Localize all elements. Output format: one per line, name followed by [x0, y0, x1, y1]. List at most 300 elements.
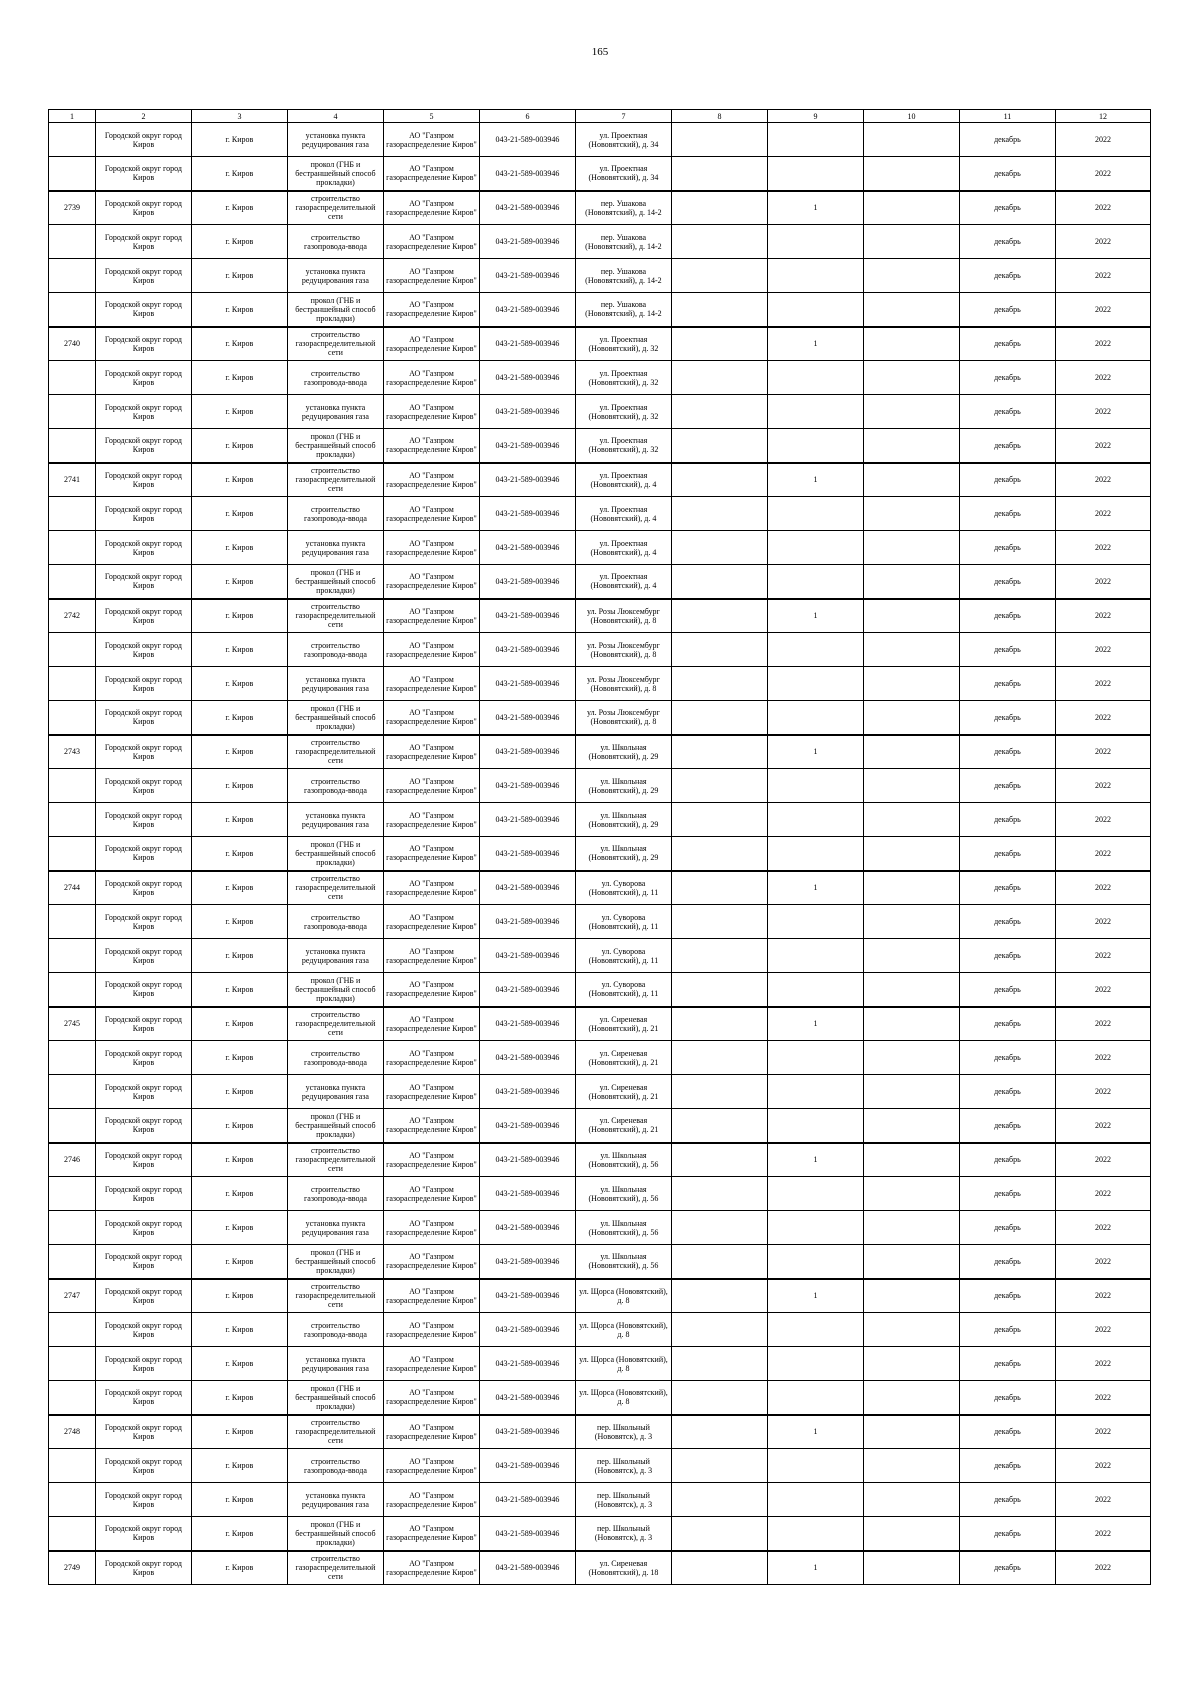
registration-number-cell — [479, 429, 575, 463]
registration-number-cell — [479, 361, 575, 395]
column-10-cell — [863, 599, 959, 633]
address-cell-text: ул. Школьная (Нововятский), д. 56 — [588, 1184, 659, 1203]
work-type-cell — [287, 973, 383, 1007]
row-number-cell — [49, 361, 96, 395]
organization-cell-text: АО "Газпром газораспределение Киров" — [386, 1014, 477, 1033]
column-9-cell — [767, 735, 863, 769]
year-cell-text: 2022 — [1094, 883, 1111, 893]
address-cell — [575, 871, 671, 905]
row-number-cell — [49, 497, 96, 531]
city-cell-text: г. Киров — [225, 168, 254, 178]
city-cell-text: г. Киров — [225, 1325, 254, 1334]
organization-cell — [383, 497, 479, 531]
city-cell — [191, 633, 287, 667]
registration-number-cell — [479, 1517, 575, 1551]
address-cell-text: ул. Сиреневая (Нововятский), д. 21 — [588, 1048, 659, 1067]
column-9-cell — [767, 1211, 863, 1245]
address-cell-text: ул. Розы Люксембург (Нововятский), д. 8 — [587, 606, 660, 625]
month-cell — [959, 1347, 1055, 1381]
municipality-cell — [95, 667, 191, 701]
work-type-cell-text: строительство газораспределительной сети — [295, 602, 376, 630]
month-cell-text: декабрь — [994, 373, 1021, 382]
column-10-cell — [863, 327, 959, 361]
month-cell — [959, 1245, 1055, 1279]
year-cell-text: 2022 — [1094, 237, 1111, 246]
month-cell — [959, 1449, 1055, 1483]
month-cell — [959, 905, 1055, 939]
month-cell-text: декабрь — [994, 135, 1021, 144]
month-cell — [959, 633, 1055, 667]
registration-number-cell-text: 043-21-589-003946 — [495, 271, 560, 280]
column-8-cell — [671, 1143, 767, 1177]
column-10-cell — [863, 531, 959, 565]
municipality-cell — [95, 1211, 191, 1245]
column-10-cell — [863, 1347, 959, 1381]
city-cell-text: г. Киров — [225, 576, 254, 586]
address-cell-text: ул. Розы Люксембург (Нововятский), д. 8 — [587, 674, 660, 693]
municipality-cell-text: Городской округ город Киров — [104, 1524, 182, 1543]
month-cell — [959, 1177, 1055, 1211]
table-row — [49, 327, 1151, 361]
organization-cell-text: АО "Газпром газораспределение Киров" — [386, 1422, 477, 1441]
year-cell-text: 2022 — [1094, 679, 1111, 688]
city-cell-text: г. Киров — [225, 1495, 254, 1504]
address-cell-text: ул. Проектная (Нововятский), д. 34 — [588, 130, 659, 149]
organization-cell — [383, 599, 479, 633]
column-8-cell — [671, 1483, 767, 1517]
registration-number-cell — [479, 973, 575, 1007]
registration-number-cell — [479, 1347, 575, 1381]
municipality-cell-text: Городской округ город Киров — [104, 504, 182, 523]
registration-number-cell-text: 043-21-589-003946 — [495, 1087, 560, 1096]
column-10-cell — [863, 225, 959, 259]
registration-number-cell — [479, 837, 575, 871]
table-row — [49, 463, 1151, 497]
organization-cell-text: АО "Газпром газораспределение Киров" — [386, 232, 477, 251]
city-cell-text: г. Киров — [225, 543, 254, 552]
city-cell-text: г. Киров — [225, 1563, 254, 1573]
city-cell-text: г. Киров — [225, 679, 254, 688]
column-9-cell — [767, 1449, 863, 1483]
address-cell-text: ул. Проектная (Нововятский), д. 4 — [590, 572, 657, 591]
municipality-cell — [95, 905, 191, 939]
organization-cell — [383, 429, 479, 463]
address-cell — [575, 361, 671, 395]
work-type-cell — [287, 1245, 383, 1279]
address-cell-text: ул. Суворова (Нововятский), д. 11 — [588, 878, 659, 897]
city-cell-text: г. Киров — [225, 1427, 254, 1437]
municipality-cell — [95, 1347, 191, 1381]
column-9-cell — [767, 633, 863, 667]
work-type-cell — [287, 1313, 383, 1347]
year-cell-text: 2022 — [1094, 1120, 1111, 1130]
month-cell — [959, 327, 1055, 361]
address-cell-text: ул. Школьная (Нововятский), д. 29 — [588, 844, 659, 863]
row-number-cell — [49, 1007, 96, 1041]
municipality-cell-text: Городской округ город Киров — [104, 164, 182, 183]
municipality-cell — [95, 1143, 191, 1177]
organization-cell-text: АО "Газпром газораспределение Киров" — [386, 334, 477, 353]
organization-cell-text: АО "Газпром газораспределение Киров" — [386, 1490, 477, 1509]
city-cell — [191, 769, 287, 803]
registration-number-cell-text: 043-21-589-003946 — [495, 781, 560, 790]
municipality-cell-text: Городской округ город Киров — [104, 436, 182, 455]
column-9-cell — [767, 1143, 863, 1177]
month-cell-text: декабрь — [994, 1495, 1021, 1504]
column-10-cell — [863, 395, 959, 429]
city-cell-text: г. Киров — [225, 203, 254, 213]
year-cell-text: 2022 — [1094, 1392, 1111, 1402]
municipality-cell — [95, 157, 191, 191]
table-row — [49, 633, 1151, 667]
table-row — [49, 191, 1151, 225]
address-cell — [575, 1313, 671, 1347]
column-9-cell — [767, 395, 863, 429]
column-8-cell — [671, 1313, 767, 1347]
year-cell — [1055, 327, 1150, 361]
year-cell-text: 2022 — [1094, 475, 1111, 485]
organization-cell — [383, 225, 479, 259]
month-cell — [959, 1041, 1055, 1075]
column-8-cell — [671, 905, 767, 939]
month-cell-text: декабрь — [994, 883, 1021, 893]
organization-cell-text: АО "Газпром газораспределение Киров" — [386, 266, 477, 285]
registration-number-cell — [479, 1041, 575, 1075]
month-cell — [959, 769, 1055, 803]
row-number-cell-text: 2745 — [63, 1019, 80, 1029]
month-cell — [959, 667, 1055, 701]
city-cell — [191, 735, 287, 769]
address-cell-text: пер. Ушакова (Нововятский), д. 14-2 — [585, 300, 662, 319]
registration-number-cell — [479, 1551, 575, 1585]
city-cell — [191, 1211, 287, 1245]
work-type-cell — [287, 361, 383, 395]
column-9-cell — [767, 531, 863, 565]
year-cell-text: 2022 — [1094, 712, 1111, 722]
year-cell — [1055, 191, 1150, 225]
organization-cell-text: АО "Газпром газораспределение Киров" — [386, 572, 477, 591]
address-cell-text: ул. Щорса (Нововятский), д. 8 — [579, 1286, 668, 1305]
column-8-cell — [671, 633, 767, 667]
organization-cell — [383, 1041, 479, 1075]
column-10-cell — [863, 1109, 959, 1143]
row-number-cell — [49, 259, 96, 293]
work-type-cell-text: прокол (ГНБ и бестраншейный способ прокладки) — [295, 1383, 376, 1411]
registration-number-cell-text: 043-21-589-003946 — [495, 1155, 560, 1165]
organization-cell — [383, 1177, 479, 1211]
address-cell — [575, 701, 671, 735]
organization-cell-text: АО "Газпром газораспределение Киров" — [386, 1286, 477, 1305]
column-9-cell — [767, 973, 863, 1007]
address-cell-text: ул. Розы Люксембург (Нововятский), д. 8 — [587, 708, 660, 727]
month-cell — [959, 1109, 1055, 1143]
column-9-cell — [767, 1245, 863, 1279]
table-row — [49, 973, 1151, 1007]
organization-cell — [383, 1517, 479, 1551]
row-number-cell — [49, 1381, 96, 1415]
organization-cell — [383, 361, 479, 395]
table-row — [49, 1551, 1151, 1585]
year-cell — [1055, 1449, 1150, 1483]
organization-cell — [383, 395, 479, 429]
year-cell — [1055, 769, 1150, 803]
column-8-cell — [671, 395, 767, 429]
municipality-cell — [95, 769, 191, 803]
address-cell — [575, 1041, 671, 1075]
work-type-cell-text: прокол (ГНБ и бестраншейный способ прокладки) — [295, 431, 376, 459]
work-type-cell — [287, 565, 383, 599]
work-type-cell — [287, 905, 383, 939]
registration-number-cell-text: 043-21-589-003946 — [495, 848, 560, 858]
registration-number-cell-text: 043-21-589-003946 — [495, 407, 560, 416]
year-cell — [1055, 1007, 1150, 1041]
work-type-cell — [287, 803, 383, 837]
city-cell-text: г. Киров — [225, 271, 254, 280]
month-cell-text: декабрь — [994, 271, 1021, 280]
year-cell — [1055, 1347, 1150, 1381]
work-type-cell-text: установка пункта редуцирования газа — [301, 674, 369, 693]
registration-number-cell — [479, 463, 575, 497]
organization-cell-text: АО "Газпром газораспределение Киров" — [386, 980, 477, 999]
municipality-cell — [95, 361, 191, 395]
row-number-cell — [49, 565, 96, 599]
column-8-cell — [671, 803, 767, 837]
year-cell-text: 2022 — [1094, 848, 1111, 858]
year-cell-text: 2022 — [1094, 1427, 1111, 1437]
address-cell-text: пер. Школьный (Нововятск), д. 3 — [594, 1422, 653, 1441]
month-cell-text: декабрь — [994, 203, 1021, 213]
year-cell — [1055, 735, 1150, 769]
organization-cell-text: АО "Газпром газораспределение Киров" — [386, 674, 477, 693]
table-row — [49, 837, 1151, 871]
work-type-cell-text: строительство газораспределительной сети — [295, 1282, 376, 1310]
municipality-cell — [95, 1007, 191, 1041]
column-8-cell — [671, 531, 767, 565]
organization-cell-text: АО "Газпром газораспределение Киров" — [386, 402, 477, 421]
address-cell-text: пер. Школьный (Нововятск), д. 3 — [594, 1490, 653, 1509]
column-8-cell — [671, 259, 767, 293]
column-9-cell — [767, 327, 863, 361]
table-row — [49, 735, 1151, 769]
column-10-cell — [863, 803, 959, 837]
city-cell-text: г. Киров — [225, 1019, 254, 1029]
municipality-cell-text: Городской округ город Киров — [104, 742, 182, 761]
column-10-cell — [863, 735, 959, 769]
municipality-cell-text: Городской округ город Киров — [104, 1422, 182, 1441]
organization-cell — [383, 531, 479, 565]
city-cell-text: г. Киров — [225, 1155, 254, 1165]
year-cell-text: 2022 — [1094, 645, 1111, 654]
city-cell — [191, 939, 287, 973]
row-number-cell — [49, 1347, 96, 1381]
city-cell — [191, 1245, 287, 1279]
row-number-cell-text: 2740 — [63, 339, 80, 349]
work-type-cell — [287, 1211, 383, 1245]
row-number-cell — [49, 973, 96, 1007]
organization-cell — [383, 633, 479, 667]
year-cell — [1055, 633, 1150, 667]
column-8-cell — [671, 1415, 767, 1449]
address-cell-text: ул. Школьная (Нововятский), д. 29 — [588, 810, 659, 829]
municipality-cell-text: Городской округ город Киров — [104, 980, 182, 999]
registration-number-cell — [479, 1007, 575, 1041]
work-type-cell — [287, 293, 383, 327]
municipality-cell — [95, 1517, 191, 1551]
address-cell-text: пер. Ушакова (Нововятский), д. 14-2 — [585, 198, 662, 217]
table-row — [49, 259, 1151, 293]
address-cell-text: пер. Школьный (Нововятск), д. 3 — [594, 1456, 653, 1475]
month-cell-text: декабрь — [994, 1087, 1021, 1096]
organization-cell — [383, 1211, 479, 1245]
year-cell — [1055, 939, 1150, 973]
month-cell-text: декабрь — [994, 747, 1021, 757]
work-type-cell-text: строительство газораспределительной сети — [295, 1146, 376, 1174]
city-cell — [191, 361, 287, 395]
work-type-cell-text: строительство газопровода-ввода — [303, 1320, 367, 1339]
column-8-cell — [671, 123, 767, 157]
table-row — [49, 1245, 1151, 1279]
column-9-cell-text: 1 — [813, 1155, 818, 1165]
address-cell-text: ул. Школьная (Нововятский), д. 56 — [588, 1218, 659, 1237]
registration-number-cell-text: 043-21-589-003946 — [495, 1291, 560, 1301]
work-type-cell-text: установка пункта редуцирования газа — [301, 1490, 369, 1509]
address-cell — [575, 837, 671, 871]
row-number-cell — [49, 837, 96, 871]
row-number-cell — [49, 1075, 96, 1109]
month-cell-text: декабрь — [994, 1392, 1021, 1402]
organization-cell — [383, 1007, 479, 1041]
work-type-cell — [287, 871, 383, 905]
row-number-cell — [49, 1041, 96, 1075]
city-cell — [191, 1041, 287, 1075]
month-cell — [959, 1211, 1055, 1245]
city-cell — [191, 1109, 287, 1143]
organization-cell — [383, 939, 479, 973]
column-header: 1 — [49, 110, 96, 123]
organization-cell — [383, 259, 479, 293]
year-cell — [1055, 837, 1150, 871]
work-type-cell — [287, 1449, 383, 1483]
registration-number-cell-text: 043-21-589-003946 — [495, 1223, 560, 1232]
address-cell — [575, 1279, 671, 1313]
address-cell — [575, 463, 671, 497]
organization-cell — [383, 905, 479, 939]
organization-cell — [383, 157, 479, 191]
column-8-cell — [671, 1007, 767, 1041]
row-number-cell — [49, 769, 96, 803]
row-number-cell — [49, 803, 96, 837]
month-cell — [959, 361, 1055, 395]
municipality-cell — [95, 837, 191, 871]
column-10-cell — [863, 123, 959, 157]
column-9-cell — [767, 1313, 863, 1347]
year-cell-text: 2022 — [1094, 168, 1111, 178]
municipality-cell — [95, 1449, 191, 1483]
year-cell — [1055, 701, 1150, 735]
column-9-cell-text: 1 — [813, 203, 818, 213]
municipality-cell-text: Городской округ город Киров — [104, 844, 182, 863]
municipality-cell — [95, 293, 191, 327]
municipality-cell — [95, 701, 191, 735]
column-8-cell — [671, 871, 767, 905]
column-8-cell — [671, 1551, 767, 1585]
organization-cell-text: АО "Газпром газораспределение Киров" — [386, 300, 477, 319]
registration-number-cell-text: 043-21-589-003946 — [495, 1019, 560, 1029]
row-number-cell — [49, 429, 96, 463]
column-10-cell — [863, 293, 959, 327]
column-10-cell — [863, 1211, 959, 1245]
city-cell — [191, 225, 287, 259]
column-9-cell-text: 1 — [813, 475, 818, 485]
address-cell — [575, 395, 671, 429]
column-10-cell — [863, 633, 959, 667]
address-cell — [575, 1483, 671, 1517]
registration-number-cell — [479, 803, 575, 837]
city-cell — [191, 157, 287, 191]
registration-number-cell — [479, 1177, 575, 1211]
column-9-cell — [767, 1483, 863, 1517]
organization-cell-text: АО "Газпром газораспределение Киров" — [386, 946, 477, 965]
table-row — [49, 429, 1151, 463]
row-number-cell — [49, 871, 96, 905]
municipality-cell — [95, 1177, 191, 1211]
year-cell — [1055, 1415, 1150, 1449]
organization-cell — [383, 1313, 479, 1347]
address-cell — [575, 225, 671, 259]
organization-cell — [383, 1347, 479, 1381]
column-10-cell — [863, 667, 959, 701]
city-cell-text: г. Киров — [225, 917, 254, 926]
address-cell-text: ул. Сиреневая (Нововятский), д. 21 — [588, 1082, 659, 1101]
column-9-cell — [767, 191, 863, 225]
column-8-cell — [671, 429, 767, 463]
city-cell — [191, 1279, 287, 1313]
column-8-cell — [671, 1381, 767, 1415]
work-type-cell — [287, 327, 383, 361]
row-number-cell — [49, 327, 96, 361]
column-8-cell — [671, 1177, 767, 1211]
column-8-cell — [671, 973, 767, 1007]
registration-number-cell — [479, 327, 575, 361]
column-10-cell — [863, 361, 959, 395]
table-row — [49, 1143, 1151, 1177]
month-cell-text: декабрь — [994, 1189, 1021, 1198]
column-9-cell — [767, 293, 863, 327]
organization-cell-text: АО "Газпром газораспределение Киров" — [386, 1218, 477, 1237]
month-cell — [959, 259, 1055, 293]
year-cell — [1055, 973, 1150, 1007]
year-cell-text: 2022 — [1094, 1019, 1111, 1029]
work-type-cell-text: строительство газопровода-ввода — [303, 1048, 367, 1067]
organization-cell — [383, 1415, 479, 1449]
address-cell — [575, 157, 671, 191]
year-cell — [1055, 1211, 1150, 1245]
column-9-cell — [767, 259, 863, 293]
registration-number-cell — [479, 395, 575, 429]
registration-number-cell — [479, 123, 575, 157]
column-9-cell-text: 1 — [813, 611, 818, 621]
registration-number-cell-text: 043-21-589-003946 — [495, 712, 560, 722]
city-cell-text: г. Киров — [225, 1256, 254, 1266]
month-cell — [959, 1483, 1055, 1517]
year-cell-text: 2022 — [1094, 543, 1111, 552]
city-cell — [191, 123, 287, 157]
row-number-cell — [49, 599, 96, 633]
column-10-cell — [863, 565, 959, 599]
registration-number-cell — [479, 225, 575, 259]
city-cell — [191, 1075, 287, 1109]
column-9-cell — [767, 225, 863, 259]
